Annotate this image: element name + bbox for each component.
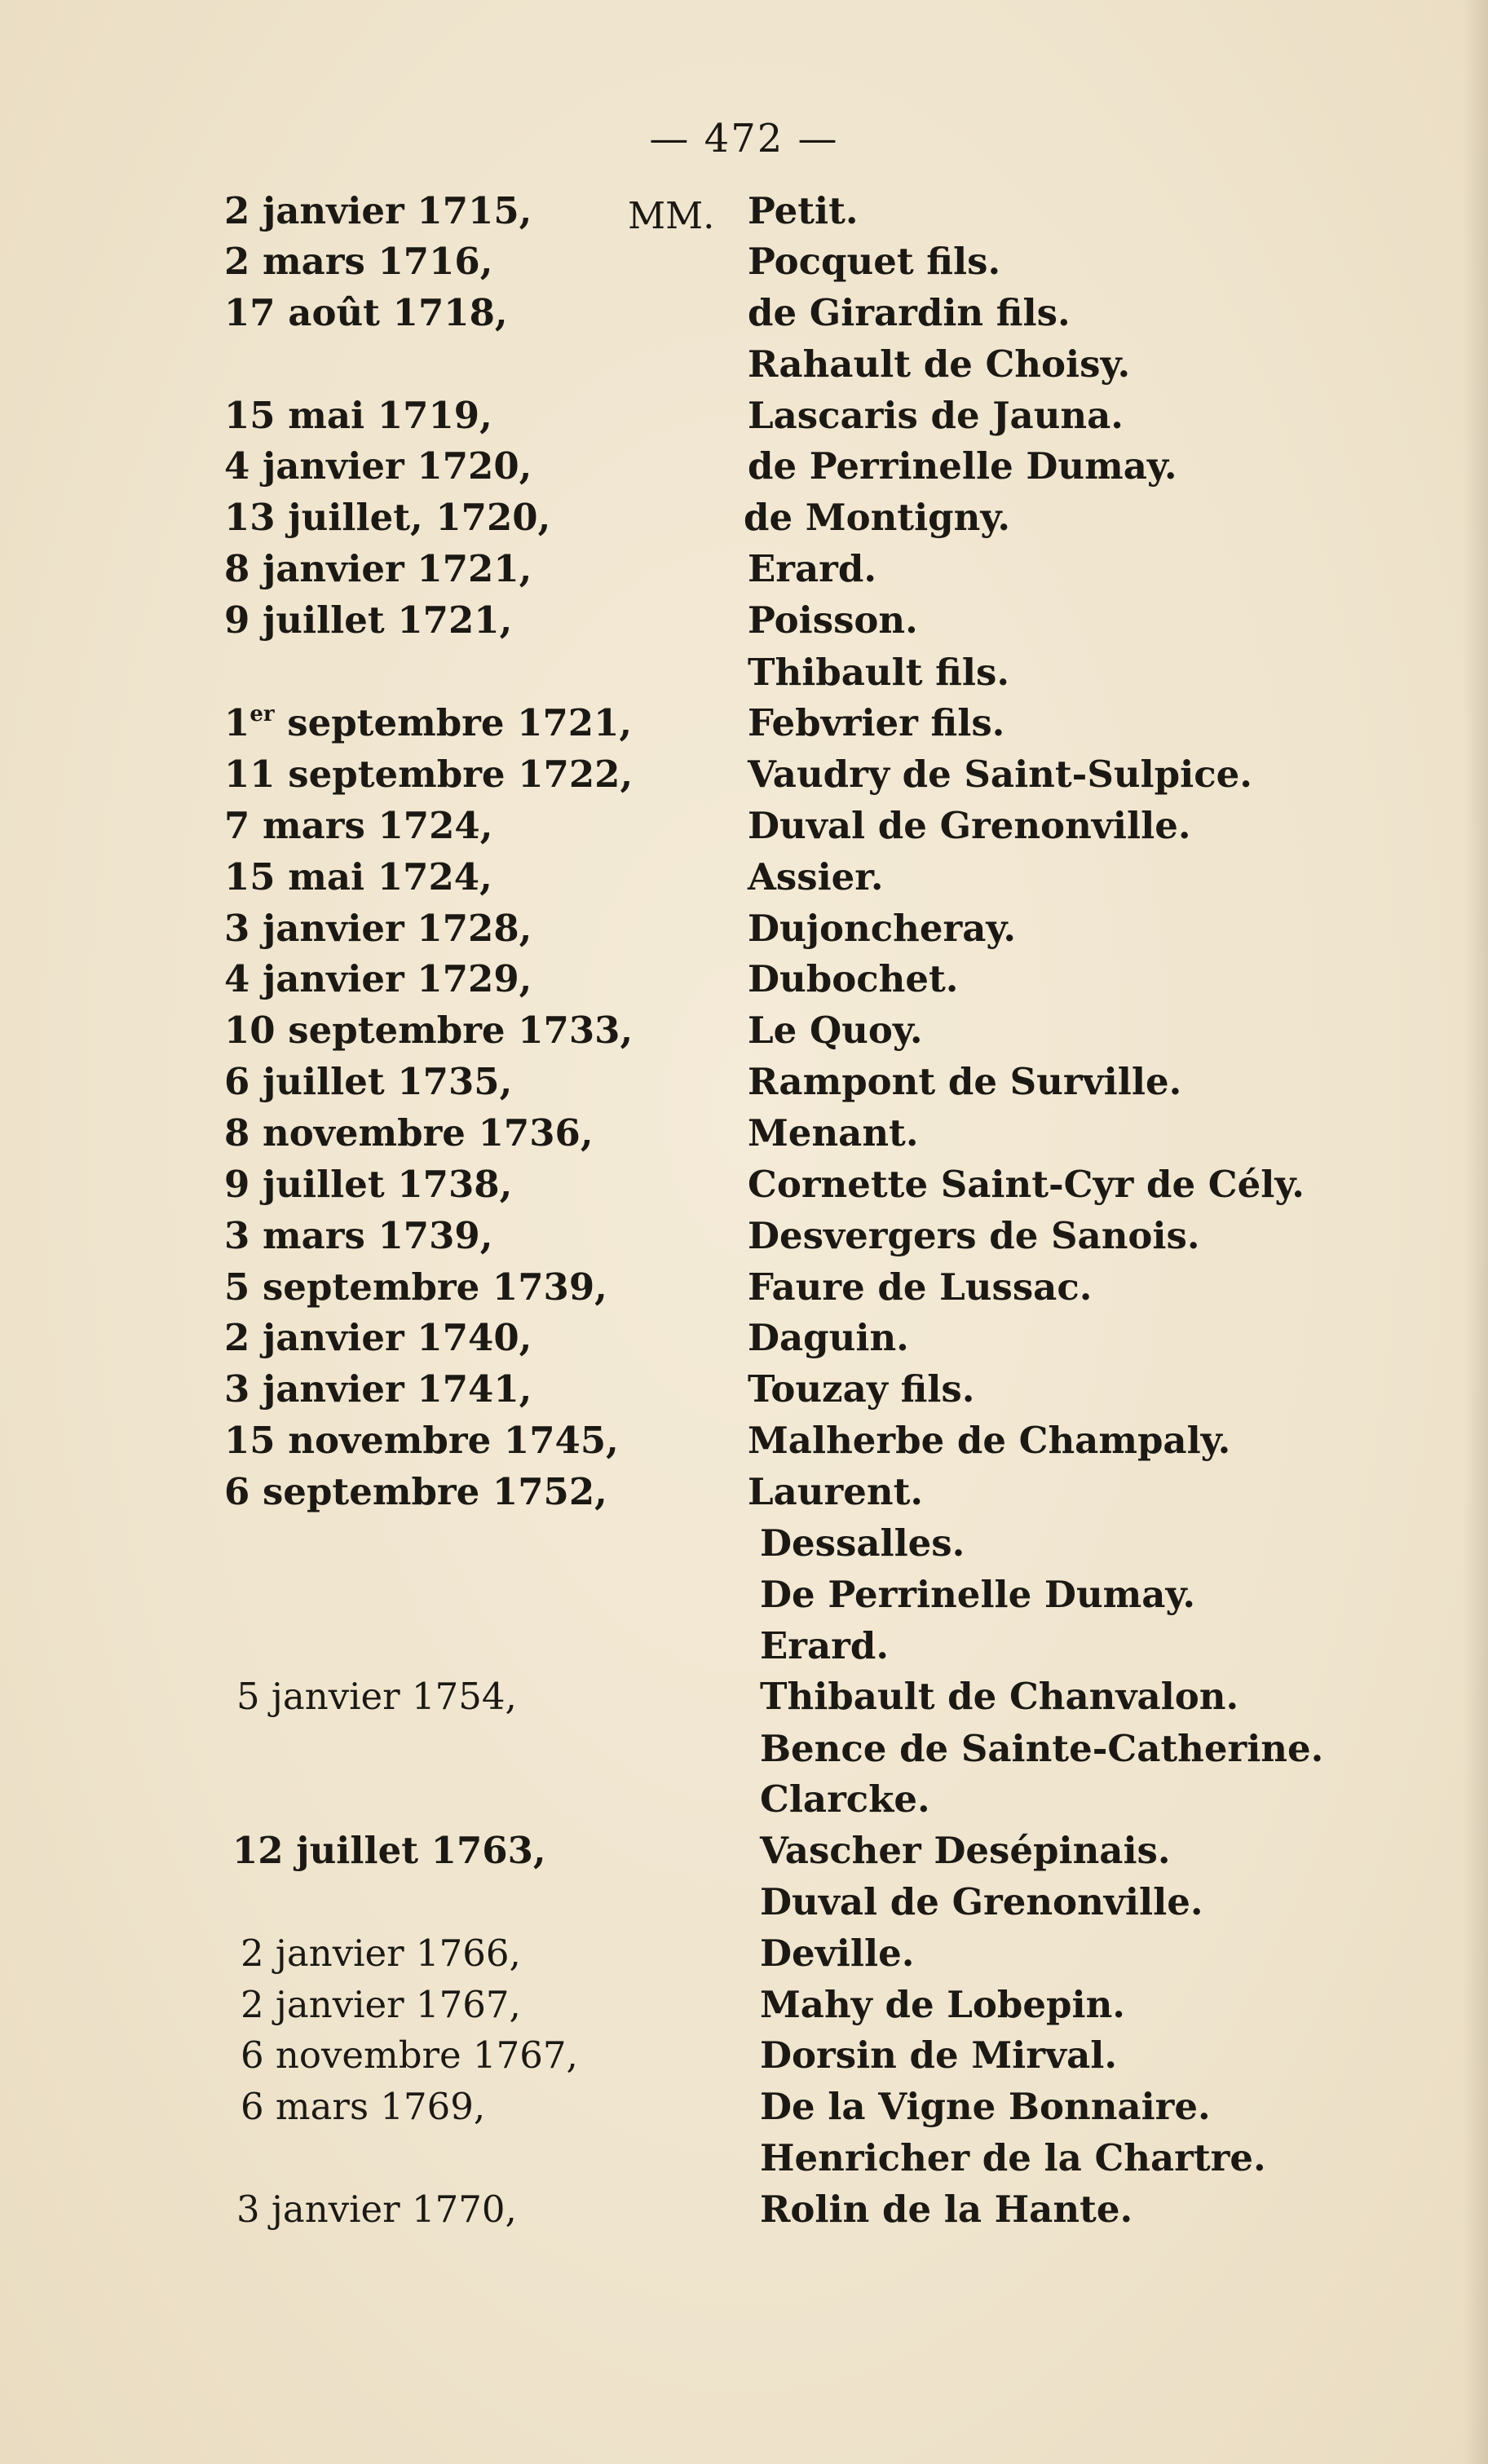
entry-date: 2 janvier 1766, xyxy=(241,1932,521,1975)
entry-date: 7 mars 1724, xyxy=(224,804,493,847)
entry-date: 11 septembre 1722, xyxy=(224,753,634,796)
entry-name: Dorsin de Mirval. xyxy=(760,2033,1118,2077)
entry-name: Laurent. xyxy=(748,1470,924,1513)
honorific-label: MM. xyxy=(628,194,715,237)
entry-date: 3 janvier 1728, xyxy=(224,907,532,950)
entry-date: 6 novembre 1767, xyxy=(241,2033,578,2077)
entry-date: 6 mars 1769, xyxy=(241,2085,486,2128)
entry-date: 2 janvier 1767, xyxy=(241,1983,521,2026)
entry-date: 8 novembre 1736, xyxy=(224,1111,594,1155)
entry-name: Poisson. xyxy=(748,598,918,642)
date-text: septembre 1721, xyxy=(287,701,633,744)
entry-name: Mahy de Lobepin. xyxy=(760,1983,1125,2026)
entry-name: de Girardin fils. xyxy=(748,291,1071,334)
entry-name: Desvergers de Sanois. xyxy=(748,1214,1200,1257)
entry-name: Assier. xyxy=(748,855,884,899)
entry-name: Bence de Sainte-Catherine. xyxy=(760,1727,1324,1770)
entry-date: 2 mars 1716, xyxy=(224,240,493,283)
entry-name: Lascaris de Jauna. xyxy=(748,394,1124,437)
entry-date: 8 janvier 1721, xyxy=(224,547,532,590)
entry-date: 6 septembre 1752, xyxy=(224,1470,607,1513)
page-number-header: — 472 — xyxy=(649,116,839,161)
entry-date: 9 juillet 1738, xyxy=(224,1163,513,1206)
entry-date: 4 janvier 1729, xyxy=(224,957,532,1000)
entry-date: 10 septembre 1733, xyxy=(224,1009,634,1052)
entry-name: Menant. xyxy=(748,1111,919,1155)
entry-date: 15 novembre 1745, xyxy=(224,1419,619,1462)
entry-name: Pocquet fils. xyxy=(748,240,1001,283)
entry-name: Duval de Grenonville. xyxy=(748,804,1191,847)
entry-name: de Perrinelle Dumay. xyxy=(748,444,1177,488)
entry-name: Thibault fils. xyxy=(748,651,1009,694)
entry-name: Deville. xyxy=(760,1932,915,1975)
entry-date: 13 juillet, 1720, xyxy=(224,496,551,539)
entry-date: 15 mai 1719, xyxy=(224,394,492,437)
entry-name: De la Vigne Bonnaire. xyxy=(760,2085,1211,2128)
entry-name: Erard. xyxy=(748,547,877,590)
entry-name: Erard. xyxy=(760,1624,890,1667)
entry-name: Touzay fils. xyxy=(748,1367,975,1411)
entry-name: Clarcke. xyxy=(760,1777,930,1821)
entry-name: De Perrinelle Dumay. xyxy=(760,1573,1196,1616)
entry-date: 3 janvier 1741, xyxy=(224,1367,532,1411)
entry-name: Dessalles. xyxy=(760,1521,965,1565)
entry-name: Dubochet. xyxy=(748,957,959,1000)
entry-date: 4 janvier 1720, xyxy=(224,444,532,488)
entry-date: 5 septembre 1739, xyxy=(224,1265,607,1309)
entry-date: 17 août 1718, xyxy=(224,291,508,334)
date-ordinal-suffix: er xyxy=(249,702,275,726)
entry-name: Vascher Desépinais. xyxy=(760,1829,1171,1872)
entry-name: Le Quoy. xyxy=(748,1009,923,1052)
entry-name: Henricher de la Chartre. xyxy=(760,2136,1266,2179)
entry-date: 2 janvier 1715, xyxy=(224,189,532,232)
entry-date: 3 janvier 1770, xyxy=(236,2188,517,2231)
entry-date: 12 juillet 1763, xyxy=(232,1829,546,1872)
entry-date: 2 janvier 1740, xyxy=(224,1316,532,1359)
entry-date: 3 mars 1739, xyxy=(224,1214,493,1257)
entry-name: Rolin de la Hante. xyxy=(760,2188,1133,2231)
entry-name: Petit. xyxy=(748,189,859,232)
entry-date xyxy=(224,698,665,748)
entry-name: Thibault de Chanvalon. xyxy=(760,1675,1239,1718)
entry-name: Vaudry de Saint-Sulpice. xyxy=(748,753,1252,796)
entry-date: 6 juillet 1735, xyxy=(224,1060,513,1103)
entry-name: Malherbe de Champaly. xyxy=(748,1419,1231,1462)
entry-date: 9 juillet 1721, xyxy=(224,598,513,642)
date-ordinal-number: 1 xyxy=(224,701,250,744)
entry-date: 5 janvier 1754, xyxy=(236,1675,517,1718)
entry-name: Cornette Saint-Cyr de Cély. xyxy=(748,1163,1305,1206)
entry-name: Febvrier fils. xyxy=(748,701,1005,744)
entry-name: Rampont de Surville. xyxy=(748,1060,1182,1103)
entry-name: Rahault de Choisy. xyxy=(748,342,1131,386)
page-spine-shadow xyxy=(1464,0,1488,2464)
entry-name: Faure de Lussac. xyxy=(748,1265,1093,1309)
entry-date: 15 mai 1724, xyxy=(224,855,492,899)
entry-name: Dujoncheray. xyxy=(748,907,1017,950)
entry-name: de Montigny. xyxy=(744,496,1011,539)
entry-name: Duval de Grenonville. xyxy=(760,1880,1203,1923)
entry-name: Daguin. xyxy=(748,1316,909,1359)
